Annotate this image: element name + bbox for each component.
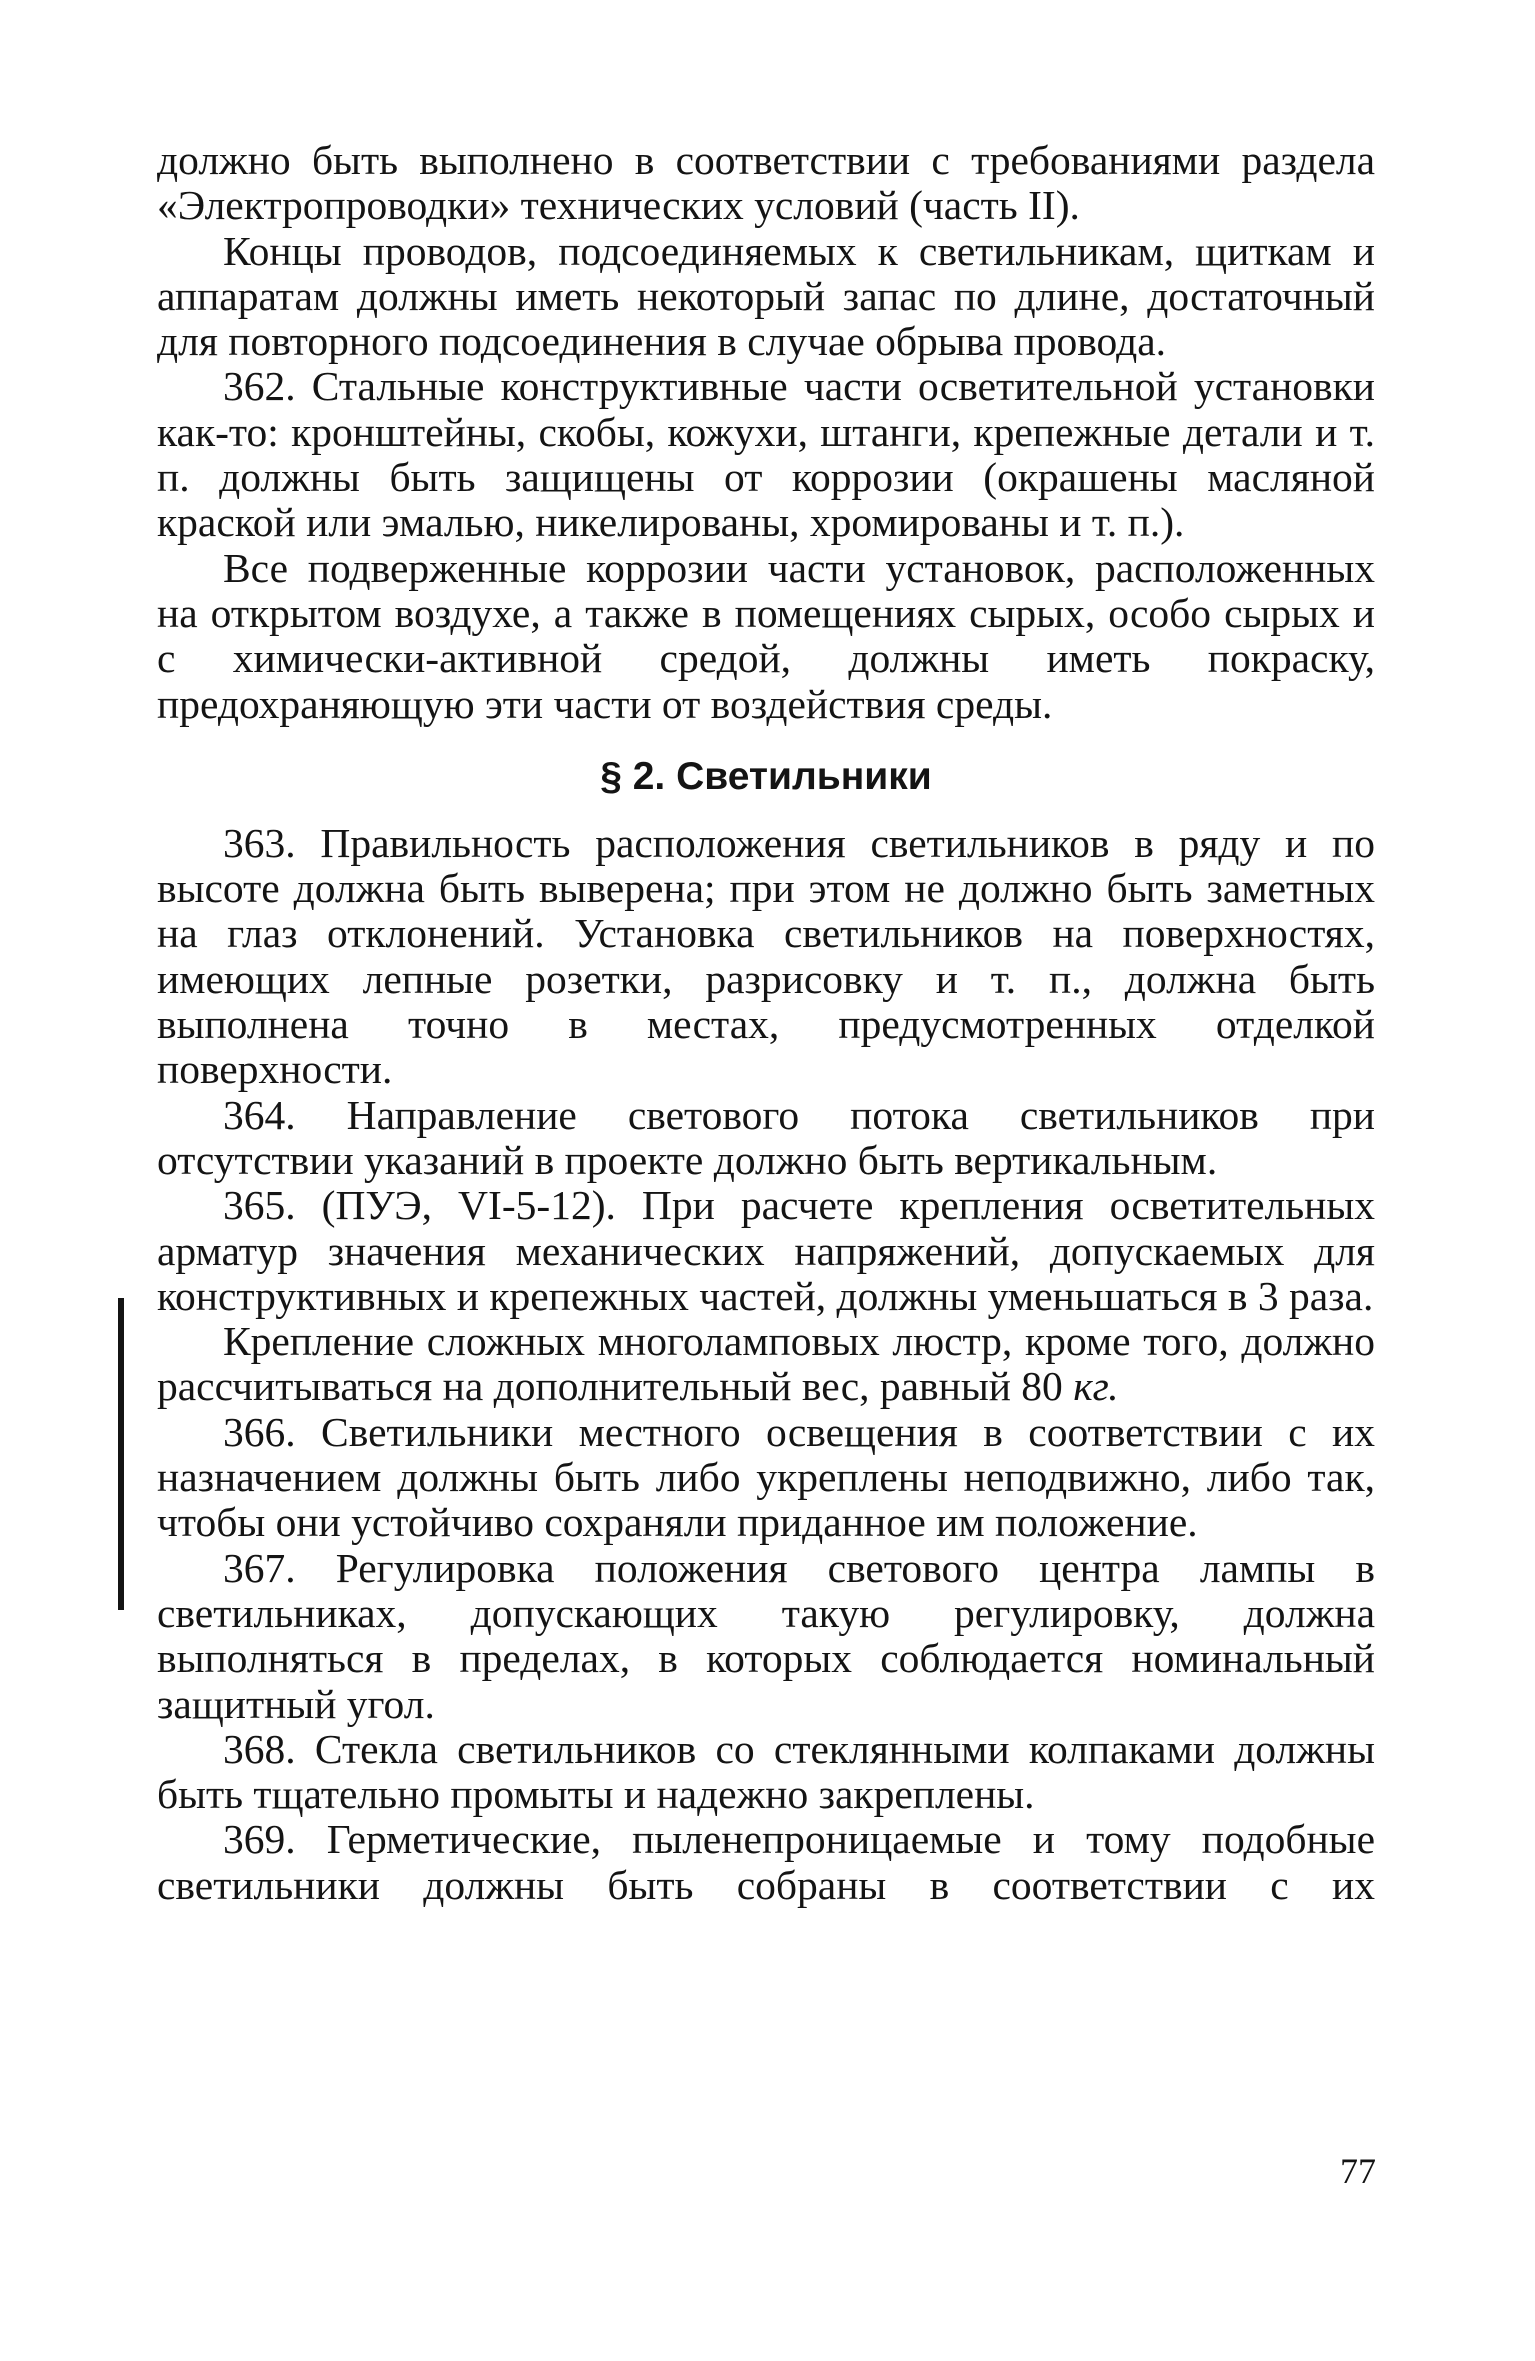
paragraph-chandelier [157, 1319, 1375, 1410]
paragraph-368: 368. Стекла светильников со стеклянными колпаками должны быть тщательно промыты и надежно закреплены. [157, 1725, 1375, 1818]
body-text [157, 138, 1375, 1908]
paragraph-366: 366. Светильники местного освещения в соответствии с их назначением должны быть либо укреплены неподвижно, либо так, чтобы они устойчиво сохраняли приданное им положение. [157, 1408, 1375, 1546]
paragraph-365: 365. (ПУЭ, VI-5-12). При расчете крепления осветительных арматур значения механических напряжений, допускаемых для конструктивных и крепежных частей, должны уменьшаться в 3 раза. [157, 1182, 1375, 1319]
paragraph-continued: должно быть выполнено в соответствии с требованиями раздела «Электропроводки» технических условий (часть II). [157, 137, 1375, 229]
paragraph-364: 364. Направление светового потока светильников при отсутствии указаний в проекте должно быть вертикальным. [157, 1091, 1375, 1183]
page-number: 77 [1340, 2151, 1376, 2191]
section-heading: § 2. Светильники [600, 754, 932, 798]
paragraph-corrosion: Все подверженные коррозии части установок, расположенных на открытом воздухе, а также в помещениях сырых, особо сырых и с химически-активной средой, должны иметь покраску, предохраняющую эти части от воздействия среды. [157, 544, 1375, 727]
margin-change-bar [118, 1298, 124, 1610]
paragraph-362: 362. Стальные конструктивные части осветительной установки как-то: кронштейны, скобы, кожухи, штанги, крепежные детали и т. п. должны быть защищены от коррозии (окрашены масляной краской или эмалью, никелированы, хромированы и т. п.). [157, 363, 1375, 546]
paragraph-367: 367. Регулировка положения светового центра лампы в светильниках, допускающих такую регулировку, должна выполняться в пределах, в которых соблюдается номинальный защитный угол. [157, 1544, 1375, 1727]
paragraph-363: 363. Правильность расположения светильников в ряду и по высоте должна быть выверена; при этом не должно быть заметных на глаз отклонений. Установка светильников на поверхностях, имеющих лепные розетки, разрисовку и т. п., должна быть выполнена точно в местах, предусмотренных отделкой поверхности. [157, 819, 1375, 1093]
paragraph-369: 369. Герметические, пыленепроницаемые и тому подобные светильники должны быть собраны в соответствии с их [157, 1816, 1375, 1908]
weight-unit: кг. [1073, 1363, 1119, 1410]
paragraph-wire-ends: Концы проводов, подсоединяемых к светильникам, щиткам и аппаратам должны иметь некоторый запас по длине, достаточный для повторного подсоединения в случае обрыва провода. [157, 227, 1375, 365]
chandelier-text: Крепление сложных многоламповых люстр, кроме того, должно рассчитываться на дополнительный вес, равный 80 [157, 1318, 1375, 1410]
